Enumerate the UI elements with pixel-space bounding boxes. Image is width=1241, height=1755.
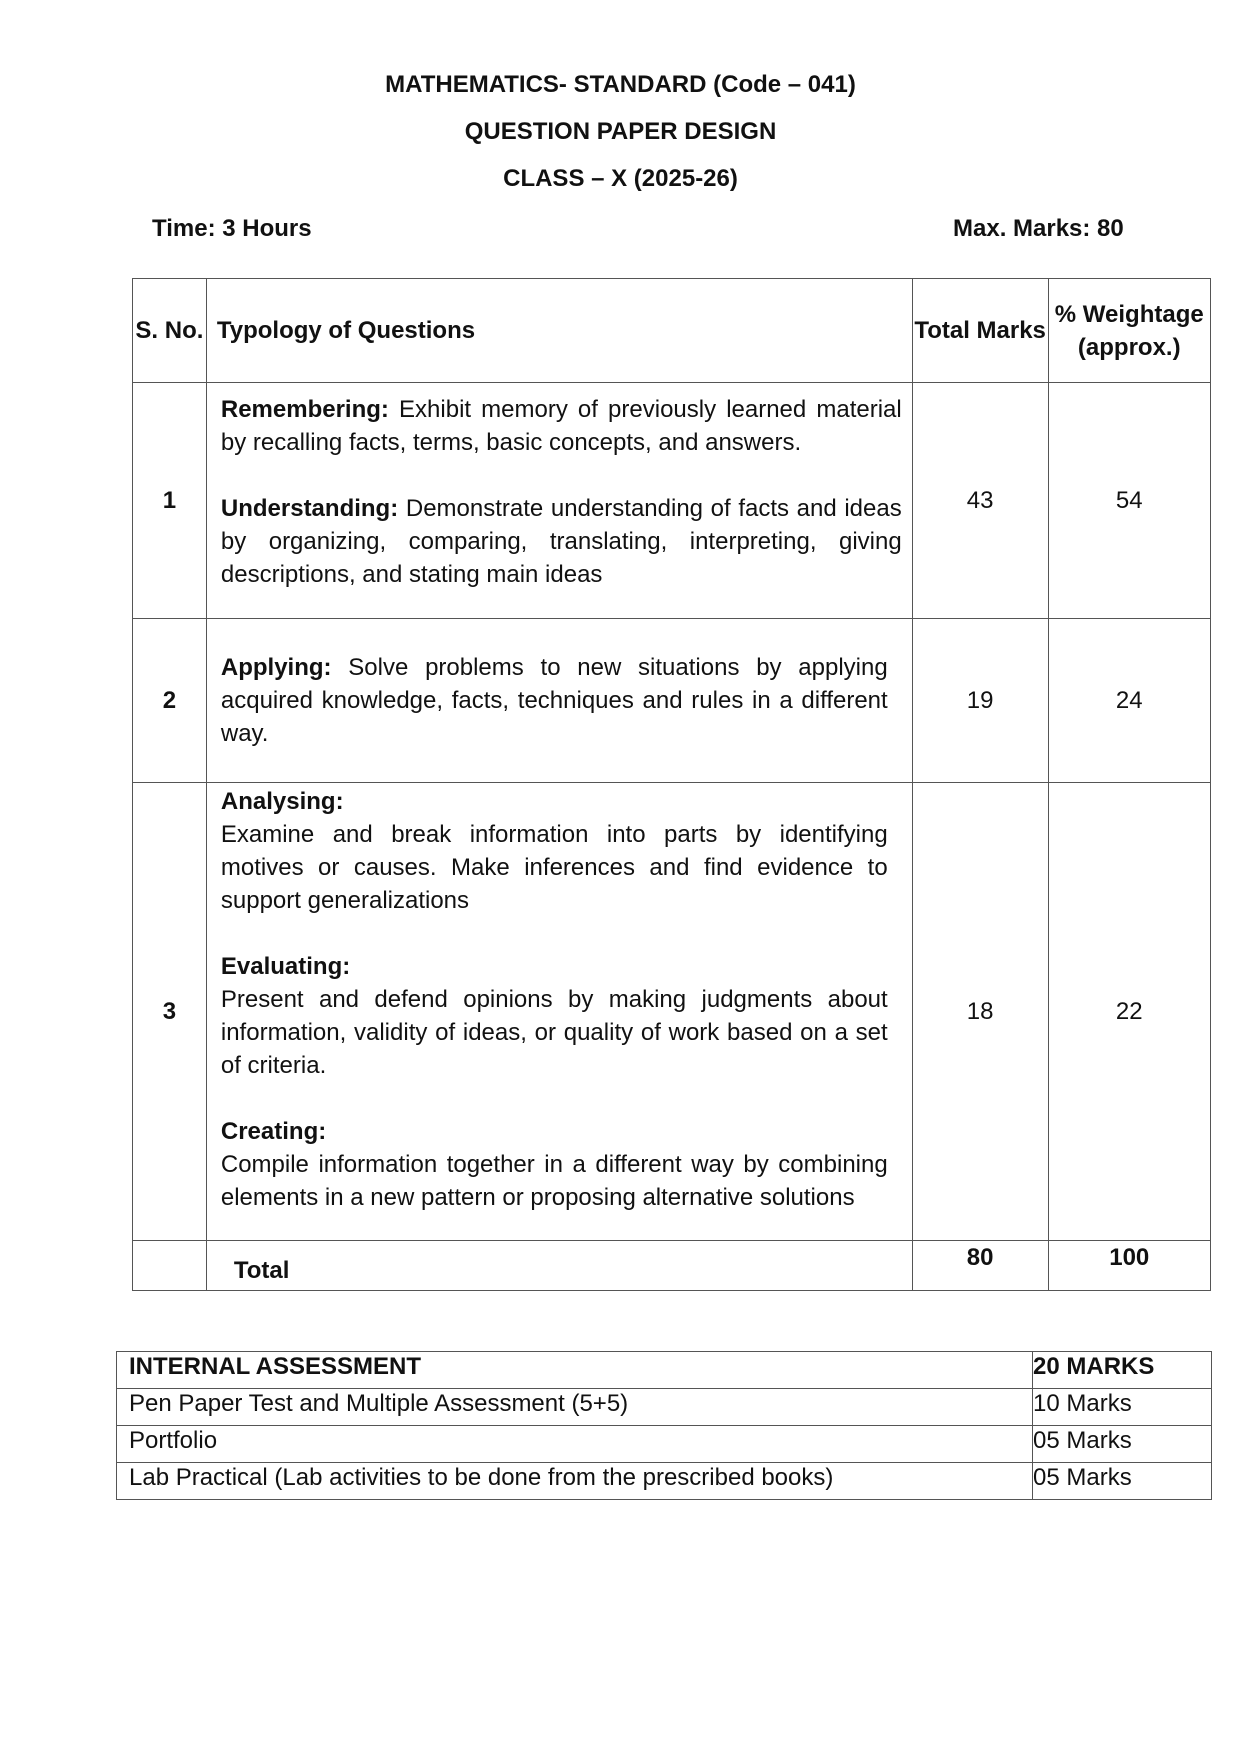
row-total-marks: 43: [912, 383, 1048, 619]
typology-term: Remembering:: [220, 395, 389, 423]
header-sno: S. No.: [133, 279, 207, 383]
ia-title-marks: 20 MARKS: [1033, 1352, 1212, 1389]
ia-row-marks: 05 Marks: [1033, 1426, 1212, 1463]
header-typology: Typology of Questions: [206, 279, 912, 383]
ia-row: [117, 1426, 1212, 1463]
header-weightage: % Weightage (approx.): [1048, 279, 1210, 383]
typology-desc: Demonstrate understanding of facts and ideas by organizing, comparing, translating, interpreting, giving descriptions, and stating main ideas: [220, 494, 902, 588]
row-sno: 1: [133, 383, 207, 619]
typology-desc: Exhibit memory of previously learned material by recalling facts, terms, basic concepts, and answers.: [220, 395, 902, 456]
total-marks-value: 80: [912, 1241, 1048, 1291]
total-label: Total: [206, 1241, 912, 1291]
typology-term: Analysing:: [220, 788, 344, 815]
subject-title: MATHEMATICS- STANDARD (Code – 041): [385, 71, 856, 98]
table-row: [133, 383, 1211, 619]
typology-term: Understanding:: [220, 494, 399, 522]
row-weightage: 22: [1048, 783, 1210, 1241]
paper-design-title: QUESTION PAPER DESIGN: [464, 118, 777, 145]
ia-header-row: [117, 1352, 1212, 1389]
ia-title: INTERNAL ASSESSMENT: [117, 1352, 1033, 1389]
row-sno: 3: [133, 783, 207, 1241]
ia-row-marks: 05 Marks: [1033, 1463, 1212, 1500]
typology-term: Evaluating:: [220, 953, 351, 980]
question-design-table: [132, 278, 1211, 1291]
row-weightage: 24: [1048, 619, 1210, 783]
typology-term: Creating:: [220, 1118, 327, 1145]
table-row: [133, 619, 1211, 783]
typology-desc: Examine and break information into parts by identifying motives or causes. Make inferences and find evidence to support generalizations: [220, 821, 888, 914]
typology-desc: Solve problems to new situations by applying acquired knowledge, facts, techniques and rules in a different way.: [220, 654, 888, 747]
total-weightage-value: 100: [1048, 1241, 1210, 1291]
typology-desc: Compile information together in a different way by combining elements in a new pattern or proposing alternative solutions: [220, 1151, 888, 1211]
row-weightage: 54: [1048, 383, 1210, 619]
ia-row-label: Lab Practical (Lab activities to be done from the prescribed books): [117, 1463, 1033, 1500]
ia-row: [117, 1463, 1212, 1500]
table-row: [133, 783, 1211, 1241]
row-total-marks: 18: [912, 783, 1048, 1241]
ia-row-label: Pen Paper Test and Multiple Assessment (5+5): [117, 1389, 1033, 1426]
internal-assessment-table: [116, 1351, 1212, 1500]
row-total-marks: 19: [912, 619, 1048, 783]
typology-desc: Present and defend opinions by making judgments about information, validity of ideas, or quality of work based on a set of criteria.: [220, 986, 888, 1079]
time-label: Time: 3 Hours: [152, 215, 312, 242]
row-typology: [206, 383, 912, 619]
total-sno-empty: [133, 1241, 207, 1291]
typology-term: Applying:: [220, 654, 332, 681]
max-marks-label: Max. Marks: 80: [953, 215, 1124, 242]
row-typology: [206, 783, 912, 1241]
ia-row: [117, 1389, 1212, 1426]
class-title: CLASS – X (2025-26): [503, 165, 738, 192]
total-row: [133, 1241, 1211, 1291]
table-header-row: [133, 279, 1211, 383]
ia-row-marks: 10 Marks: [1033, 1389, 1212, 1426]
ia-row-label: Portfolio: [117, 1426, 1033, 1463]
header-total-marks: Total Marks: [912, 279, 1048, 383]
row-sno: 2: [133, 619, 207, 783]
row-typology: [206, 619, 912, 783]
